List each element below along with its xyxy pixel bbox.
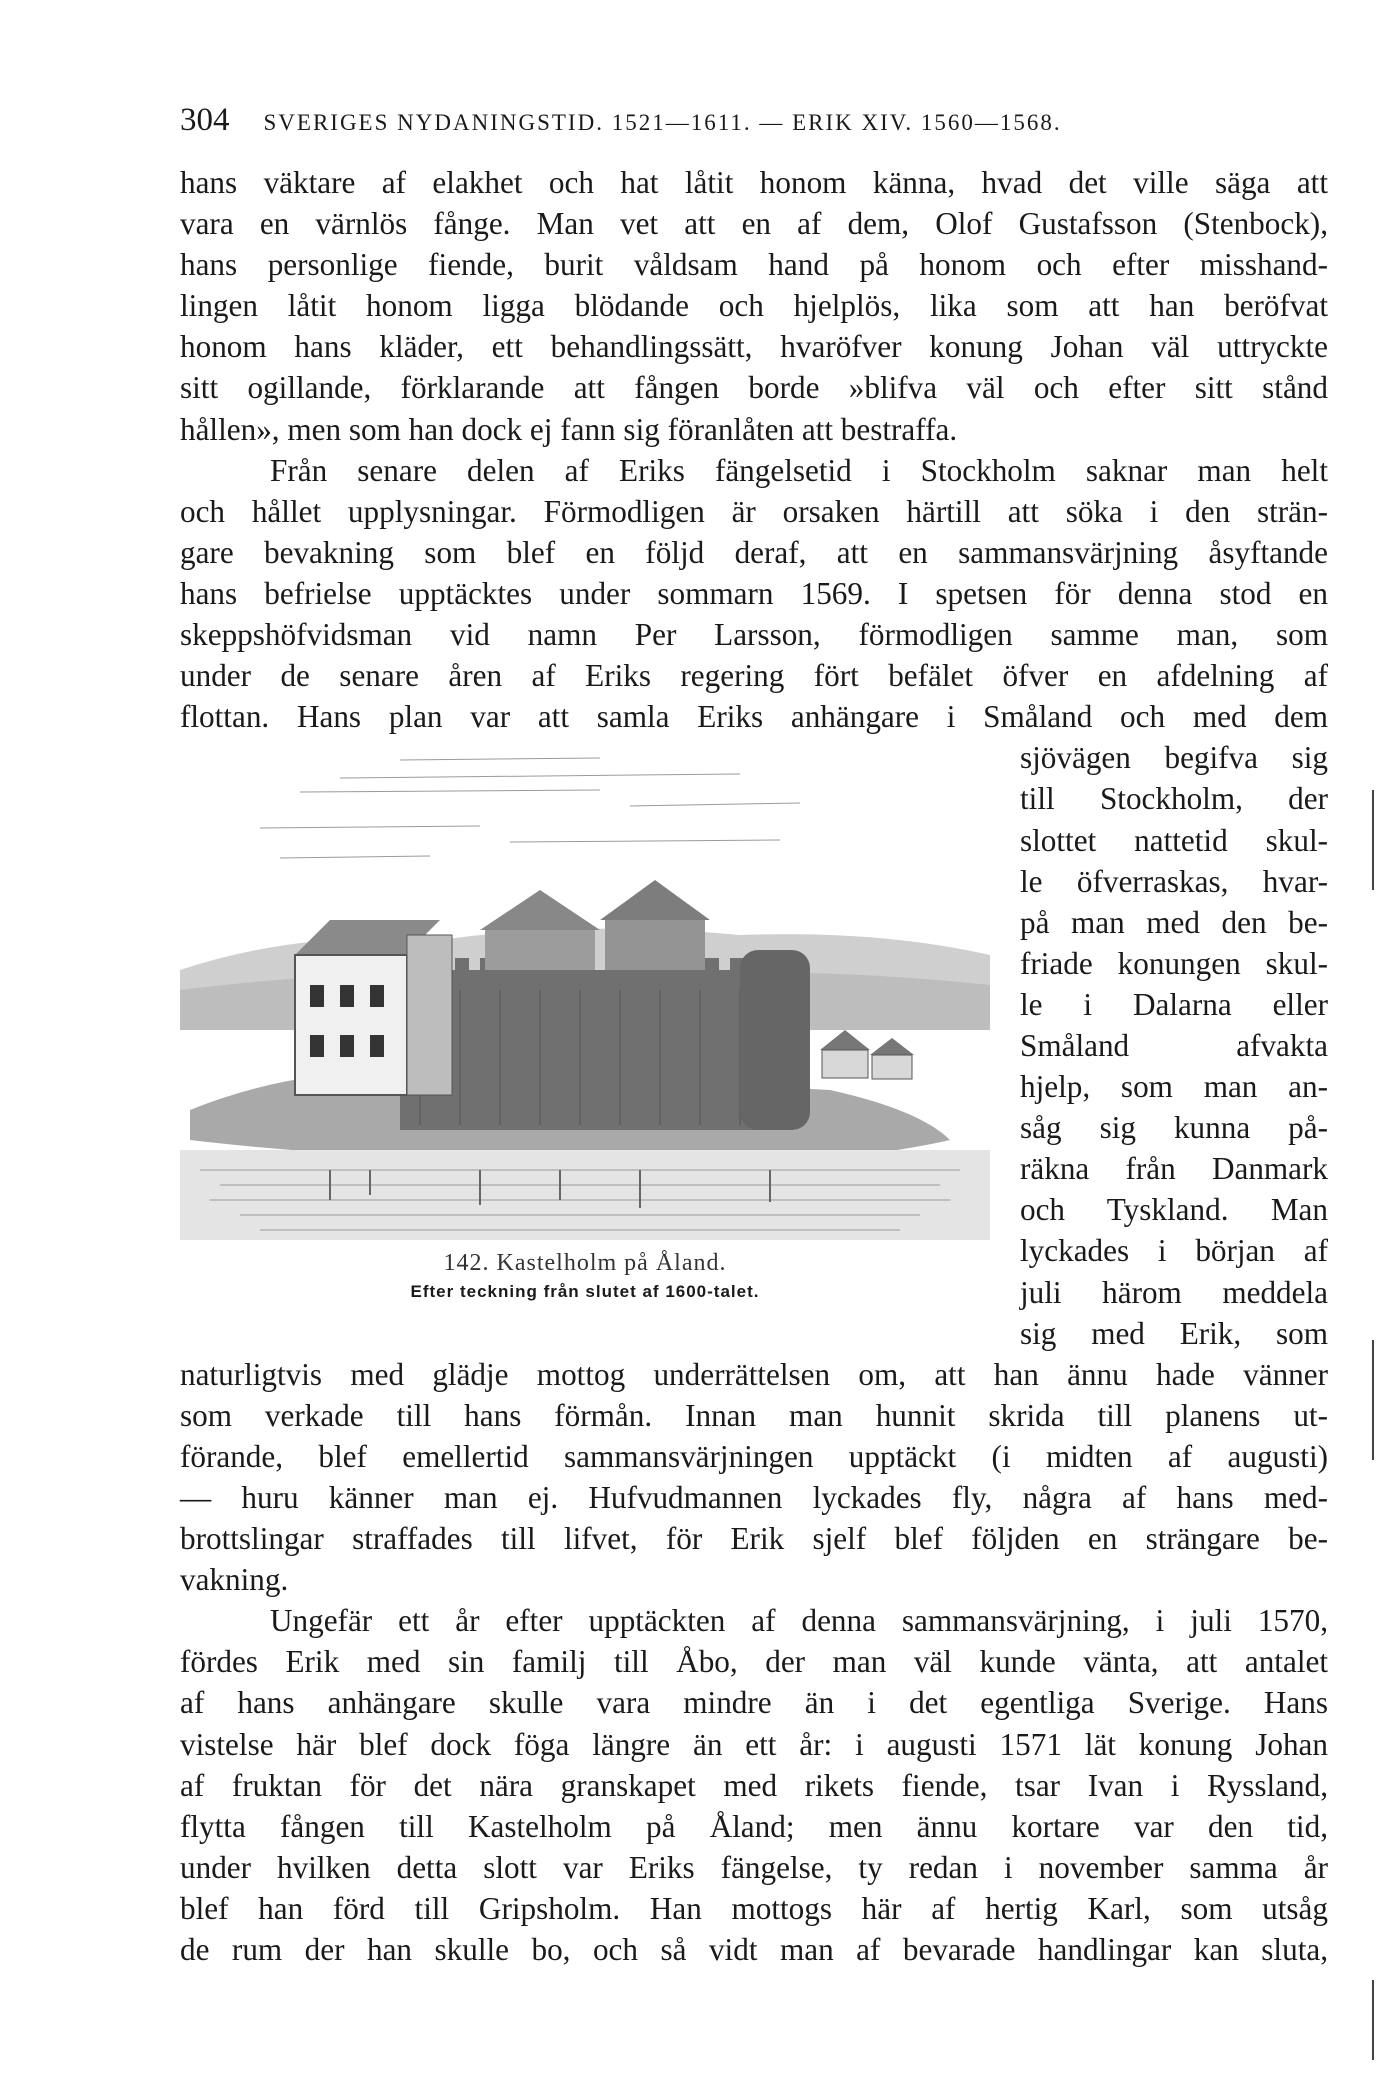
side-text-line: juli härom meddela xyxy=(1020,1274,1328,1310)
figure-kastelholm xyxy=(180,730,990,1301)
white-house-side xyxy=(407,935,452,1095)
text-line: hållen», men som han dock ej fann sig föranlåten att bestraffa. xyxy=(180,411,958,447)
gable-house xyxy=(605,920,705,970)
figure-number: 142. xyxy=(443,1250,490,1276)
round-tower xyxy=(740,950,810,1130)
side-text-line: friade konungen skul- xyxy=(1020,945,1328,981)
text-line: skeppshöfvidsman vid namn Per Larsson, förmodligen samme man, som xyxy=(180,617,1328,653)
running-header xyxy=(180,102,1330,146)
sky-hatching xyxy=(260,758,800,858)
text-line: Från senare delen af Eriks fängelsetid i Stockholm saknar man helt xyxy=(270,452,1328,488)
text-line: hans personlige fiende, burit våldsam hand på honom och efter misshand- xyxy=(180,247,1328,283)
text-line: sitt ogillande, förklarande att fången borde »blifva väl och efter sitt stånd xyxy=(180,370,1328,406)
text-line: Ungefär ett år efter upptäckten af denna sammansvärjning, i juli 1570, xyxy=(270,1603,1328,1639)
text-line: flottan. Hans plan var att samla Eriks anhängare i Småland och med dem xyxy=(180,699,1328,735)
page-number: 304 xyxy=(180,102,230,138)
text-line: vistelse här blef dock föga längre än ett år: i augusti 1571 lät konung Johan xyxy=(180,1726,1328,1762)
text-line: honom hans kläder, ett behandlingssätt, hvaröfver konung Johan väl uttryckte xyxy=(180,329,1328,365)
side-text-line: le i Dalarna eller xyxy=(1020,986,1328,1022)
white-house xyxy=(295,955,407,1095)
text-line: hans väktare af elakhet och hat låtit honom känna, hvad det ville säga att xyxy=(180,165,1328,200)
text-line: lingen låtit honom ligga blödande och hjelplös, lika som att han beröfvat xyxy=(180,288,1328,324)
text-line: naturligtvis med glädje mottog underrättelsen om, att han ännu hade vänner xyxy=(180,1356,1328,1392)
paragraph-bottom xyxy=(180,1354,1328,1970)
figure-title: Kastelholm på Åland. xyxy=(496,1250,727,1276)
scan-margin-mark xyxy=(1372,1980,1374,2060)
running-title: SVERIGES NYDANINGSTID. 1521—1611. — ERIK XIV. 1560—1568. xyxy=(263,110,1062,135)
text-line: blef han förd till Gripsholm. Han mottogs här af hertig Karl, som utsåg xyxy=(180,1890,1328,1926)
gable-house xyxy=(485,930,595,970)
text-line: gare bevakning som blef en följd deraf, att en sammansvärjning åsyftande xyxy=(180,534,1328,570)
cottages xyxy=(820,1030,914,1079)
side-text-line: räkna från Danmark xyxy=(1020,1151,1328,1187)
castle-engraving xyxy=(180,730,990,1245)
text-line: under de senare åren af Eriks regering fört befälet öfver en afdelning af xyxy=(180,658,1328,694)
side-text-line: hjelp, som man an- xyxy=(1020,1069,1328,1105)
text-line: förande, blef emellertid sammansvärjningen upptäckt (i midten af augusti) xyxy=(180,1438,1328,1474)
side-text-line: på man med den be- xyxy=(1020,904,1328,940)
side-text-line: Småland afvakta xyxy=(1020,1027,1328,1063)
scan-margin-mark xyxy=(1372,1340,1374,1460)
text-line: brottslingar straffades till lifvet, för Erik sjelf blef följden en strängare be- xyxy=(180,1521,1328,1557)
side-text-line: sig med Erik, som xyxy=(1020,1315,1328,1351)
side-text-line: sjövägen begifva sig xyxy=(1020,740,1328,776)
text-line: flytta fången till Kastelholm på Åland; men ännu kortare var den tid, xyxy=(180,1808,1328,1844)
text-line: vakning. xyxy=(180,1562,289,1598)
text-line: af hans anhängare skulle vara mindre än i det egentliga Sverige. Hans xyxy=(180,1685,1328,1721)
text-line: — huru känner man ej. Hufvudmannen lyckades fly, några af hans med- xyxy=(180,1480,1328,1515)
side-text-line: och Tyskland. Man xyxy=(1020,1192,1328,1228)
text-line: hans befrielse upptäcktes under sommarn 1569. I spetsen för denna stod en xyxy=(180,575,1328,611)
castle-wall xyxy=(400,970,790,1130)
gable-roof xyxy=(600,880,710,920)
water xyxy=(180,1150,990,1240)
figure-caption xyxy=(180,1250,990,1277)
gable-roof xyxy=(480,890,600,930)
paragraph-top xyxy=(180,162,1328,737)
text-line: under hvilken detta slott var Eriks fängelse, ty redan i november samma år xyxy=(180,1849,1328,1885)
text-line: de rum der han skulle bo, och så vidt man af bevarade handlingar kan sluta, xyxy=(180,1932,1328,1968)
side-text-line: le öfverraskas, hvar- xyxy=(1020,863,1328,899)
text-line: som verkade till hans förmån. Innan man hunnit skrida till planens ut- xyxy=(180,1397,1328,1433)
text-line: fördes Erik med sin familj till Åbo, der man väl kunde vänta, att antalet xyxy=(180,1644,1328,1680)
text-line: och hållet upplysningar. Förmodligen är orsaken härtill att söka i den strän- xyxy=(180,493,1328,529)
side-text-line: såg sig kunna på- xyxy=(1020,1110,1328,1146)
text-line: af fruktan för det nära granskapet med rikets fiende, tsar Ivan i Ryssland, xyxy=(180,1767,1328,1803)
scan-margin-mark xyxy=(1372,790,1374,890)
figure-source: Efter teckning från slutet af 1600-talet. xyxy=(410,1282,760,1301)
text-line: vara en värnlös fånge. Man vet att en af dem, Olof Gustafsson (Stenbock), xyxy=(180,206,1328,242)
side-text-line: slottet nattetid skul- xyxy=(1020,822,1328,858)
side-text-line: till Stockholm, der xyxy=(1020,781,1328,817)
side-text-line: lyckades i början af xyxy=(1020,1233,1328,1269)
